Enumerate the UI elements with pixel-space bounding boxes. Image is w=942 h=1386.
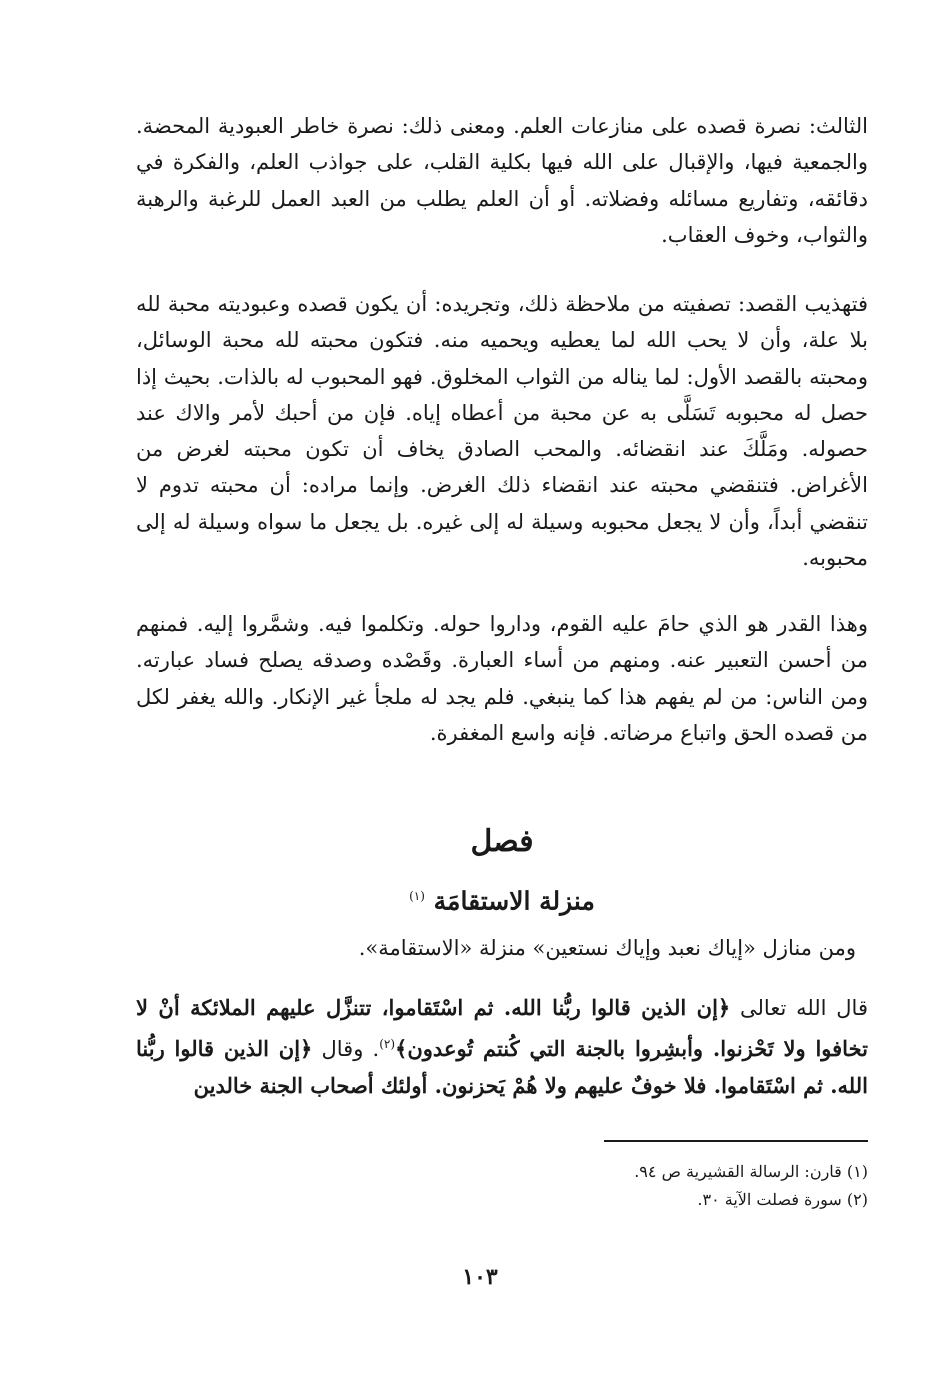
quote-text (136, 990, 868, 1104)
page-number: ١٠٣ (462, 1264, 498, 1290)
quote-mid: . وقال (312, 1037, 380, 1062)
paragraph-text: وهذا القدر هو الذي حامَ عليه القوم، وداروا حوله. وتكلموا فيه. وشمَّروا إليه. فمنهم من أحسن التعبير عنه. ومنهم من أساء العبارة. وقَصْده وصدقه يصلح فساد عبارته. ومن الناس: من لم يفهم هذا كما ينبغي. فلم يجد له ملجأ غير الإنكار. والله يغفر لكل من قصده الحق واتباع مرضاته. فإنه واسع المغفرة. (136, 612, 868, 745)
footnote-1: (١) قارن: الرسالة القشيرية ص ٩٤. (634, 1162, 868, 1181)
paragraph-text: فتهذيب القصد: تصفيته من ملاحظة ذلك، وتجريده: أن يكون قصده وعبوديته محبة لله بلا علة، وأن لا يحب الله لما يعطيه ويحميه منه. فتكون محبته لله محبة الوسائل، ومحبته بالقصد الأول: لما يناله من الثواب المخلوق. فهو المحبوب له بالذات. بحيث إذا حصل له محبوبه تَسَلَّى به عن محبة من أعطاه إياه. فإن من أحبك لأمر والاك عند حصوله. ومَلَّكَ عند انقضائه. والمحب الصادق يخاف أن تكون محبته لغرض من الأغراض. فتنقضي محبته عند انقضاء ذلك الغرض. وإنما مراده: أن محبته تدوم لا تنقضي أبداً، وأن لا يجعل محبوبه وسيلة له إلى غيره. بل يجعل ما سواه وسيلة له إلى محبوبه. (136, 292, 868, 571)
quote-lead: قال الله تعالى (730, 996, 868, 1020)
quran-quote-1: ﴿إن الذين قالوا ربُّنا الله. ثم اسْتَقاموا، تتنزَّل عليهم الملائكة أنْ لا تخافوا ولا تَحْزنوا. وأبشِروا بالجنة التي كُنتم تُوعدون﴾ (136, 995, 868, 1062)
footnote-separator (604, 1140, 868, 1142)
paragraph-text: الثالث: نصرة قصده على منازعات العلم. ومعنى ذلك: نصرة خاطر العبودية المحضة. والجمعية فيها، والإقبال على الله فيها بكلية القلب، على جواذب العلم، والفكرة في دقائقه، وتفاريع مسائله وفضلاته. أو أن العلم يطلب من العبد العمل للرغبة والرهبة والثواب، وخوف العقاب. (136, 114, 868, 247)
quote-paragraph (136, 990, 868, 1104)
paragraph-3 (136, 606, 868, 751)
footnotes (136, 1158, 868, 1214)
section-subheading (136, 878, 868, 919)
footnote-ref-2[interactable]: (٢) (379, 1037, 396, 1052)
paragraph-2 (136, 286, 868, 576)
subheading-text: منزلة الاستقامَة (433, 886, 595, 916)
section-heading: فصل (470, 824, 534, 859)
section-intro: ومن منازل «إياك نعبد وإياك نستعين» منزلة «الاستقامة». (358, 936, 856, 960)
quran-quote-2: ﴿إن الذين قالوا ربُّنا الله. ثم اسْتَقاموا. فلا خوفٌ عليهم ولا هُمْ يَحزنون. أولئك أصحاب الجنة خالدين (136, 1036, 868, 1098)
footnote-2: (٢) سورة فصلت الآية ٣٠. (697, 1190, 868, 1209)
paragraph-1 (136, 108, 868, 253)
footnote-ref-1[interactable]: (١) (409, 889, 425, 903)
